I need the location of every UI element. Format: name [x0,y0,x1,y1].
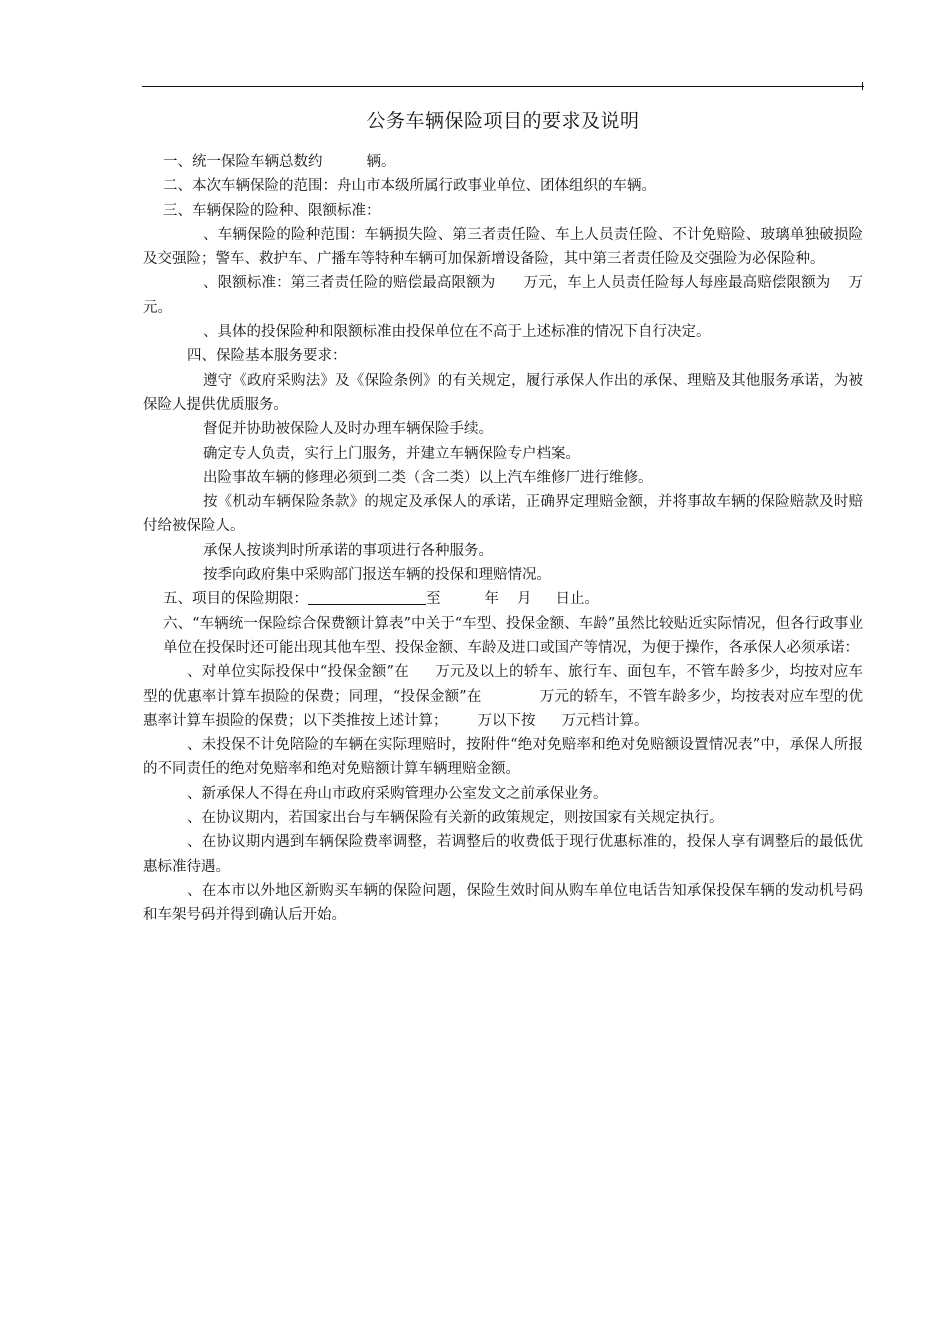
section-6-item-1: 、对单位实际投保中“投保金额”在 万元及以上的轿车、旅行车、面包车，不管车龄多少，均按对应车型的优惠率计算车损险的保费；同理，“投保金额”在 万元的轿车，不管车龄多少，均按表对应车型的优惠率计算车损险的保费；以下类推按上述计算； 万以下按 万元档计算。 [143,664,864,729]
section-6-item-3: 、新承保人不得在舟山市政府采购管理办公室发文之前承保业务。 [187,785,608,802]
section-6: 六、“车辆统一保险综合保费额计算表”中关于“车型、投保金额、车龄”虽然比较贴近实际情况，但各行政事业单位在投保时还可能出现其他车型、投保金额、车龄及进口或国产等情况，为便于操作，各承保人必须承诺： [163,615,863,656]
section-2: 二、本次车辆保险的范围：舟山市本级所属行政事业单位、团体组织的车辆。 [163,178,656,195]
section-4: 四、保险基本服务要求： [187,348,347,365]
section-3-item-2: 、限额标准：第三者责任险的赔偿最高限额为 万元，车上人员责任险每人每座最高赔偿限额为 万元。 [143,275,864,316]
header-rule [142,86,864,87]
section-4-item-5: 按《机动车辆保险条款》的规定及承保人的承诺，正确界定理赔金额，并将事故车辆的保险赔款及时赔付给被保险人。 [143,494,863,535]
section-4-item-6: 承保人按谈判时所承诺的事项进行各种服务。 [203,542,493,559]
document-body [143,150,863,928]
section-4-item-2: 督促并协助被保险人及时办理车辆保险手续。 [203,421,493,438]
section-4-item-1: 遵守《政府采购法》及《保险条例》的有关规定，履行承保人作出的承保、理赔及其他服务承诺，为被保险人提供优质服务。 [143,372,863,413]
section-6-item-6: 、在本市以外地区新购买车辆的保险问题，保险生效时间从购车单位电话告知承保投保车辆的发动机号码和车架号码并得到确认后开始。 [143,882,863,924]
section-6-item-2: 、未投保不计免陪险的车辆在实际理赔时，按附件“绝对免赔率和绝对免赔额设置情况表”中，承保人所报的不同责任的绝对免赔率和绝对免赔额计算车辆理赔金额。 [143,737,863,778]
section-6-item-5: 、在协议期内遇到车辆保险费率调整，若调整后的收费低于现行优惠标准的，投保人享有调整后的最低优惠标准待遇。 [143,834,863,875]
section-3-item-1: 、车辆保险的险种范围：车辆损失险、第三者责任险、车上人员责任险、不计免赔险、玻璃单独破损险及交强险；警车、救护车、广播车等特种车辆可加保新增设备险，其中第三者责任险及交强险为必保险种。 [143,226,863,268]
period-blank [308,589,426,605]
section-4-item-7: 按季向政府集中采购部门报送车辆的投保和理赔情况。 [203,567,551,584]
section-4-item-3: 确定专人负责，实行上门服务，并建立车辆保险专户档案。 [203,445,580,462]
section-1: 一、统一保险车辆总数约 辆。 [163,154,396,170]
section-3-item-3: 、具体的投保险种和限额标准由投保单位在不高于上述标准的情况下自行决定。 [203,324,711,341]
section-3: 三、车辆保险的险种、限额标准： [163,202,381,219]
section-6-item-4: 、在协议期内，若国家出台与车辆保险有关新的政策规定，则按国家有关规定执行。 [187,810,724,827]
header-rule-end [862,82,863,90]
section-5: 五、项目的保险期限： 至 年 月 日止。 [163,591,599,608]
document-title: 公务车辆保险项目的要求及说明 [366,110,640,132]
section-4-item-4: 出险事故车辆的修理必须到二类（含二类）以上汽车维修厂进行维修。 [203,469,653,486]
